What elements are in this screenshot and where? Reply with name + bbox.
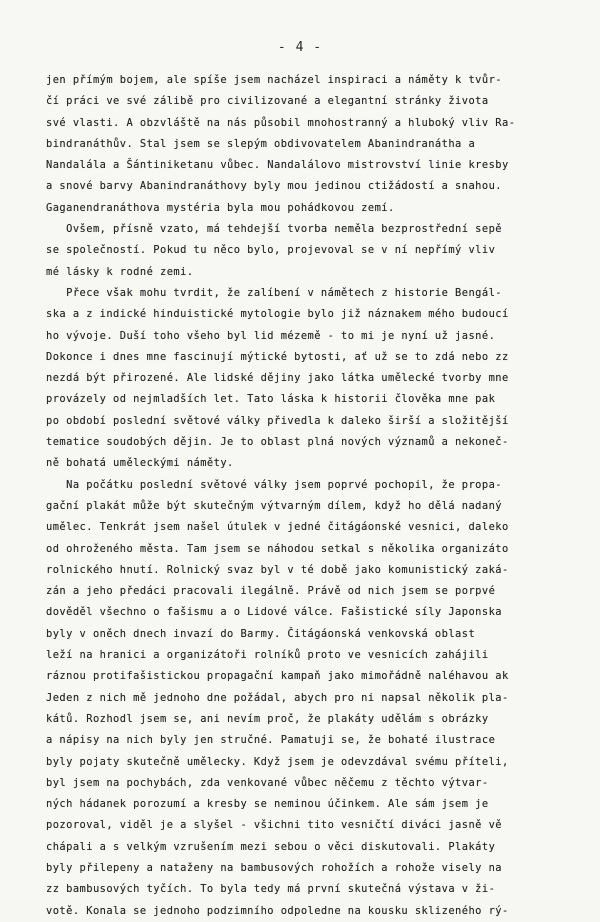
text-line: a snové barvy Abanindranáthovy byly mou jedinou ctižádostí a snahou. bbox=[46, 180, 502, 193]
body-text bbox=[46, 70, 586, 922]
text-line: provázely od nejmladších let. Tato láska k historii člověka mne pak bbox=[46, 393, 496, 406]
text-line: se společností. Pokud tu něco bylo, projevoval se v ní nepřímý vliv bbox=[46, 244, 496, 257]
text-line: ných hádanek porozumí a kresby se neminou účinkem. Ale sám jsem je bbox=[46, 798, 489, 811]
text-line: Na počátku poslední světové války jsem poprvé pochopil, že propa- bbox=[46, 478, 502, 491]
text-line: kátů. Rozhodl jsem se, ani nevím proč, že plakáty udělám s obrázky bbox=[46, 712, 489, 725]
text-line: pozoroval, viděl je a slyšel - všichni tito vesničtí diváci jasně vě bbox=[46, 819, 502, 832]
text-line: zán a jeho předáci pracovali ilegálně. Právě od nich jsem se porpvé bbox=[46, 585, 496, 598]
text-line: ráznou protifašistickou propagační kampaň jako mimořádně naléhavou ak bbox=[46, 670, 509, 683]
text-line: ska a z indické hinduistické mytologie bylo již náznakem mého budoucí bbox=[46, 308, 509, 321]
text-line: leží na hranici a organizátoři rolníků proto ve vesnicích zahájili bbox=[46, 649, 489, 662]
text-line: votě. Konala se jednoho podzimního odpoledne na kousku sklizeného rý- bbox=[46, 904, 509, 917]
text-line: Dokonce i dnes mne fascinují mýtické bytosti, ať už se to zdá nebo zz bbox=[46, 350, 509, 363]
text-line: byly přilepeny a nataženy na bambusových rohožích a rohože visely na bbox=[46, 861, 502, 874]
text-line: Nandalála a Šántiniketanu vůbec. Nandalálovo mistrovství linie kresby bbox=[46, 159, 509, 172]
text-line: nezdá být přirozené. Ale lidské dějiny jako látka umělecké tvorby mne bbox=[46, 372, 509, 385]
text-line: tematice soudobých dějin. Je to oblast plná nových významů a nekoneč- bbox=[46, 436, 509, 449]
text-line: a nápisy na nich byly jen stručné. Pamatuji se, že bohaté ilustrace bbox=[46, 734, 496, 747]
text-line: chápali a s velkým vzrušením mezi sebou o věci diskutovali. Plakáty bbox=[46, 840, 496, 853]
text-line: byly pojaty skutečně umělecky. Když jsem je odevzdával svému příteli, bbox=[46, 755, 509, 768]
text-line: zz bambusových tyčích. To byla tedy má první skutečná výstava v ži- bbox=[46, 883, 496, 896]
text-line: byl jsem na pochybách, zda venkované vůbec něčemu z těchto výtvar- bbox=[46, 776, 489, 789]
text-line: Přece však mohu tvrdit, že zalíbení v námětech z historie Bengál- bbox=[46, 286, 502, 299]
text-line: Gaganendranáthova mystéria byla mou pohádkovou zemí. bbox=[46, 201, 395, 214]
text-line: čí práci ve své zálibě pro civilizované a elegantní stránky života bbox=[46, 95, 489, 108]
text-line: rolnického hnutí. Rolnický svaz byl v té době jako komunistický zaká- bbox=[46, 563, 509, 576]
text-line: dověděl všechno o fašismu a o Lidové válce. Fašistické síly Japonska bbox=[46, 606, 502, 619]
text-line: své vlasti. A obzvláště na nás působil mnohostranný a hluboký vliv Ra- bbox=[46, 116, 516, 129]
text-line: ho vývoje. Duší toho všeho byl lid mézemě - to mi je nyní už jasné. bbox=[46, 329, 496, 342]
text-line: mé lásky k rodné zemi. bbox=[46, 265, 194, 278]
text-line: jen přímým bojem, ale spíše jsem nacházel inspiraci a náměty k tvůr- bbox=[46, 74, 502, 86]
text-line: byly v oněch dnech invazí do Barmy. Čitágáonská venkovská oblast bbox=[46, 627, 476, 640]
text-line: od ohroženého města. Tam jsem se náhodou setkal s několika organizáto bbox=[46, 542, 509, 555]
text-line: Jeden z nich mě jednoho dne požádal, abych pro ni napsal několik pla- bbox=[46, 691, 509, 704]
text-line: umělec. Tenkrát jsem našel útulek v jedné čitágáonské vesnici, daleko bbox=[46, 521, 509, 534]
text-line: bindranáthův. Stal jsem se slepým obdivovatelem Abanindranátha a bbox=[46, 137, 476, 150]
text-line: ně bohatá uměleckými náměty. bbox=[46, 457, 234, 470]
text-line: Ovšem, přísně vzato, má tehdejší tvorba neměla bezprostřední sepě bbox=[46, 223, 502, 236]
page-number: - 4 - bbox=[277, 40, 323, 55]
text-line: po období poslední světové války přivedla k daleko širší a složitější bbox=[46, 414, 509, 427]
text-line: gační plakát může být skutečným výtvarným dílem, když ho dělá nadaný bbox=[46, 499, 502, 512]
